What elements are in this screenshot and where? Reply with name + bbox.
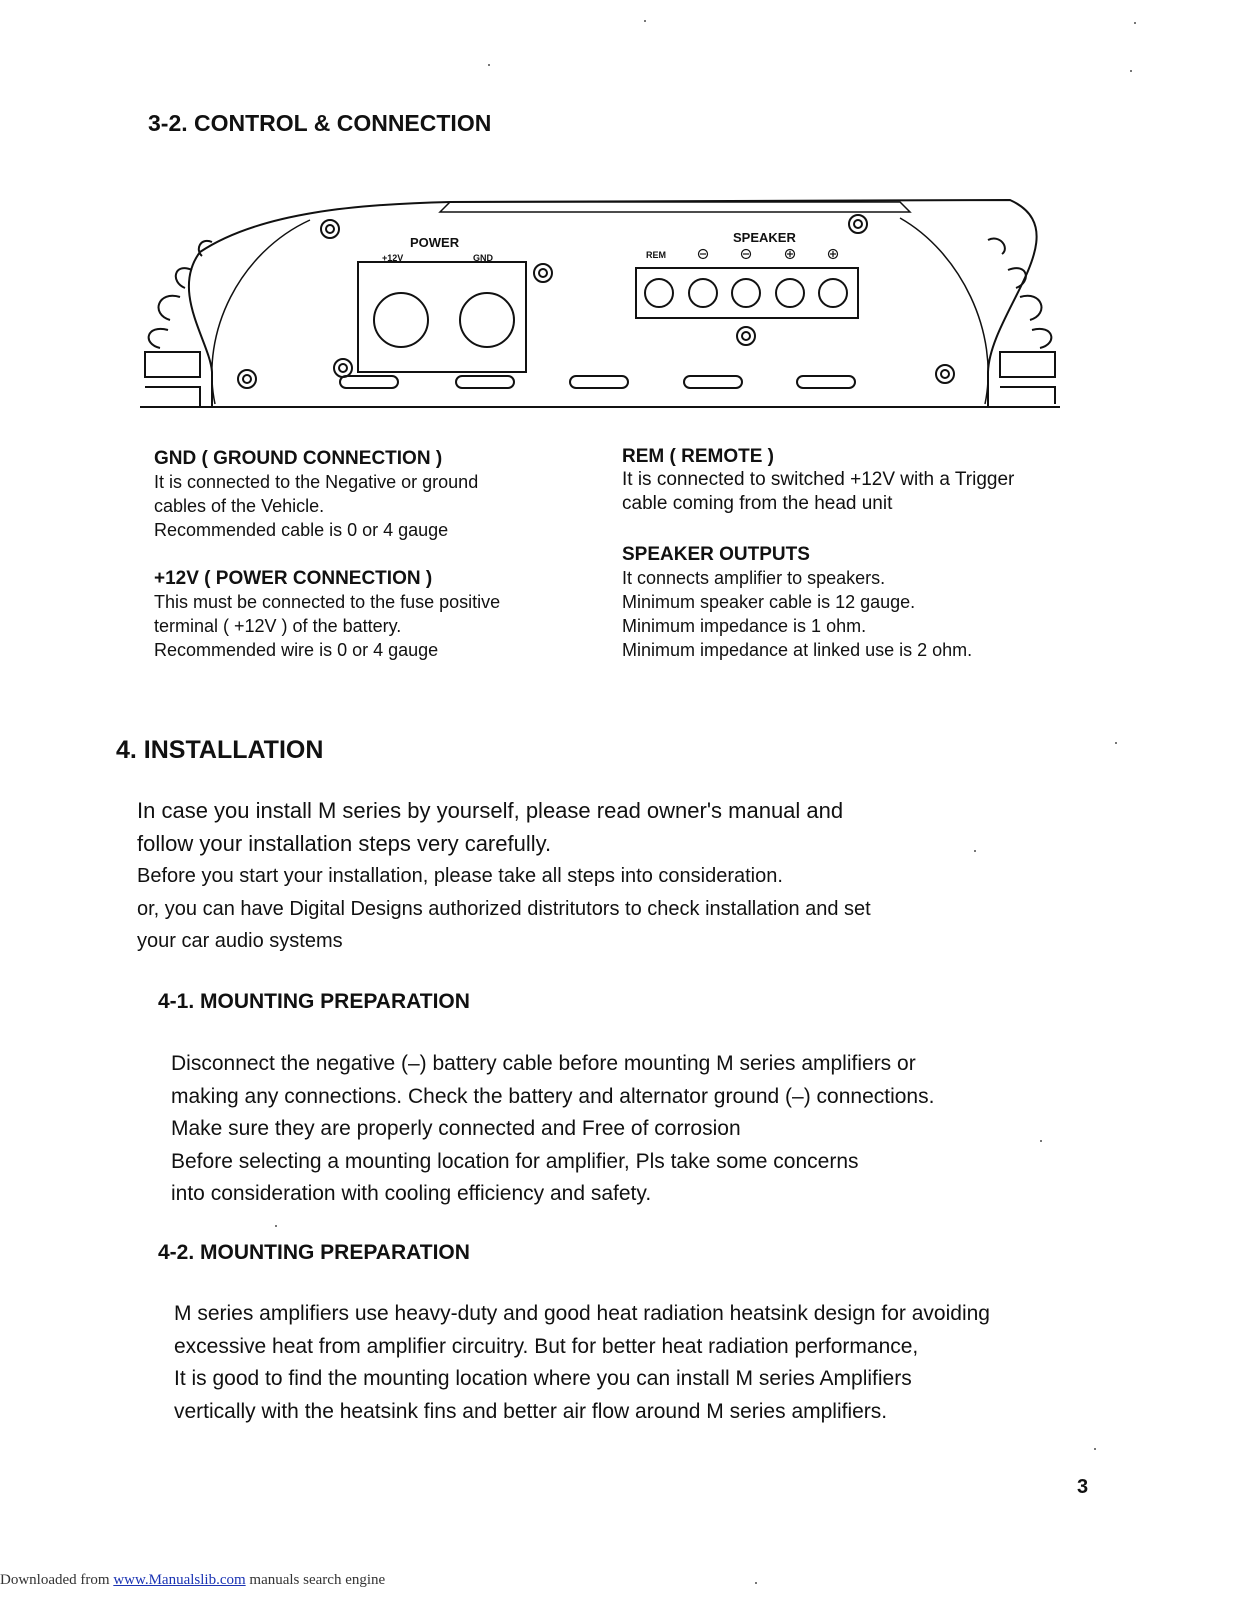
vent-slot (684, 376, 742, 388)
rem-description (622, 446, 1014, 516)
speaker-line: It connects amplifier to speakers. (622, 568, 886, 588)
installation-paragraph (137, 795, 871, 958)
paragraph-line: Make sure they are properly connected and Free of corrosion (171, 1117, 741, 1140)
screw-icons (238, 215, 954, 388)
power-terminal-block (358, 262, 526, 372)
speaker-terminal-4 (819, 279, 847, 307)
left-heatsink-fins (145, 241, 212, 407)
scan-speck (755, 1582, 757, 1584)
speaker-line: Minimum impedance at linked use is 2 ohm. (622, 640, 973, 660)
gnd-line: Recommended cable is 0 or 4 gauge (154, 520, 449, 540)
speaker-outputs-description (622, 544, 972, 662)
section-heading-installation: 4. INSTALLATION (116, 736, 324, 764)
manualslib-link[interactable]: www.Manualslib.com (113, 1572, 246, 1588)
gnd-line: It is connected to the Negative or ground (154, 472, 479, 492)
scan-speck (488, 64, 490, 66)
footer-suffix: manuals search engine (245, 1572, 386, 1588)
paragraph-line: making any connections. Check the battery and alternator ground (–) connections. (171, 1084, 935, 1108)
speaker-terminal-2 (732, 279, 760, 307)
speaker-terminal-3 (776, 279, 804, 307)
paragraph-line: It is good to find the mounting location where you can install M series Amplifiers (174, 1367, 912, 1390)
section-heading-mounting-preparation-1: 4-1. MOUNTING PREPARATION (158, 990, 470, 1013)
rem-line: cable coming from the head unit (622, 493, 893, 514)
paragraph-line: Before selecting a mounting location for amplifier, Pls take some concerns (171, 1149, 859, 1173)
power-line: terminal ( +12V ) of the battery. (154, 616, 402, 636)
download-footer (0, 1572, 385, 1589)
paragraph-line: your car audio systems (137, 930, 343, 952)
speaker-terminal-block (636, 268, 858, 318)
paragraph-line: vertically with the heatsink fins and better air flow around M series amplifiers. (174, 1399, 888, 1423)
section-heading-mounting-preparation-2: 4-2. MOUNTING PREPARATION (158, 1241, 470, 1264)
section-heading-control-connection: 3-2. CONTROL & CONNECTION (148, 110, 492, 136)
paragraph-line: Before you start your installation, please take all steps into consideration. (137, 865, 783, 887)
rem-title: REM ( REMOTE ) (622, 446, 774, 467)
scan-speck (1115, 742, 1117, 744)
rem-label: REM (646, 250, 666, 260)
speaker-terminal-1 (689, 279, 717, 307)
mounting-preparation-1-paragraph (171, 1048, 934, 1211)
rem-terminal (645, 279, 673, 307)
paragraph-line: In case you install M series by yourself, please read owner's manual and (137, 798, 844, 823)
paragraph-line: excessive heat from amplifier circuitry. But for better heat radiation performance, (174, 1334, 919, 1358)
scan-speck (1040, 1140, 1042, 1142)
power-line: This must be connected to the fuse positive (154, 592, 501, 612)
vent-slot (797, 376, 855, 388)
vent-slot (570, 376, 628, 388)
gnd-title: GND ( GROUND CONNECTION ) (154, 448, 443, 469)
scan-speck (974, 850, 976, 852)
scan-speck (275, 1225, 277, 1227)
amplifier-panel-diagram (140, 192, 1060, 422)
gnd-description (154, 448, 478, 542)
speaker-line: Minimum impedance is 1 ohm. (622, 616, 867, 636)
speaker-line: Minimum speaker cable is 12 gauge. (622, 592, 916, 612)
power-label: POWER (410, 235, 460, 250)
scan-speck (644, 20, 646, 22)
vent-slot (340, 376, 398, 388)
page-number: 3 (1077, 1476, 1089, 1498)
gnd-line: cables of the Vehicle. (154, 496, 325, 516)
paragraph-line: or, you can have Digital Designs authorized distritutors to check installation and set (137, 897, 871, 920)
paragraph-line: follow your installation steps very carefully. (137, 830, 552, 856)
footer-prefix: Downloaded from (0, 1572, 114, 1588)
mounting-preparation-2-paragraph (174, 1298, 990, 1428)
paragraph-line: Disconnect the negative (–) battery cable before mounting M series amplifiers or (171, 1052, 916, 1075)
gnd-label: GND (473, 253, 493, 263)
speaker-outputs-title: SPEAKER OUTPUTS (622, 544, 810, 565)
power-description (154, 568, 500, 662)
paragraph-line: M series amplifiers use heavy-duty and good heat radiation heatsink design for avoiding (174, 1302, 990, 1325)
speaker-label: SPEAKER (733, 230, 796, 245)
scan-speck (1134, 22, 1136, 24)
scan-speck (1130, 70, 1132, 72)
scan-speck (1094, 1448, 1096, 1450)
power-line: Recommended wire is 0 or 4 gauge (154, 640, 439, 660)
vent-slot (456, 376, 514, 388)
right-heatsink-fins (988, 239, 1055, 404)
plus12v-terminal (374, 293, 428, 347)
power-title: +12V ( POWER CONNECTION ) (154, 568, 433, 589)
rem-line: It is connected to switched +12V with a Trigger (622, 469, 1015, 490)
paragraph-line: into consideration with cooling efficiency and safety. (171, 1182, 652, 1205)
plus12v-label: +12V (382, 253, 404, 263)
gnd-terminal (460, 293, 514, 347)
